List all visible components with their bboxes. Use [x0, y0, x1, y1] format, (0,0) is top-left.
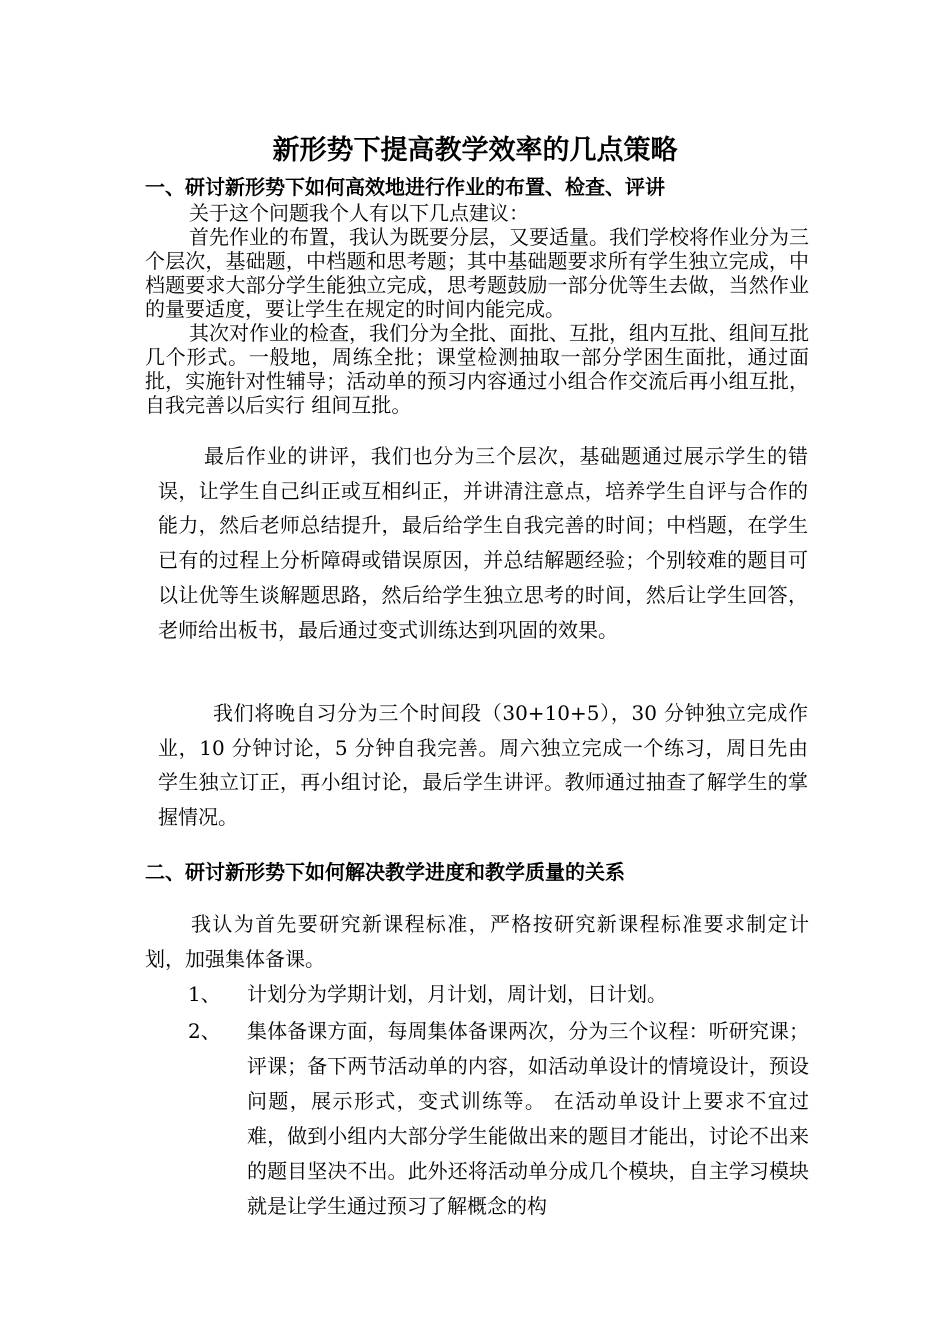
- paragraph-homework-review: 最后作业的讲评，我们也分为三个层次，基础题通过展示学生的错误，让学生自己纠正或互相纠正，并讲清注意点，培养学生自评与合作的能力，然后老师总结提升，最后给学生自我完善的时间；中档题，在学生已有的过程上分析障碍或错误原因，并总结解题经验；个别较难的题目可以让优等生谈解题思路，然后给学生独立思考的时间，然后让学生回答，老师给出板书，最后通过变式训练达到巩固的效果。: [158, 444, 808, 642]
- list-item-text: 集体备课方面，每周集体备课两次，分为三个议程：听研究课；评课；备下两节活动单的内容，如活动单设计的情境设计，预设问题，展示形式，变式训练等。 在活动单设计上要求不宜过难，做到小组内大部分学生能做出来的题目才能出，讨论不出来的题目坚决不出。此外还将活动单分成几个模块，自主学习模块就是让学生通过预习了解概念的构: [247, 1019, 809, 1218]
- paragraph-homework-checking: 其次对作业的检查，我们分为全批、面批、互批，组内互批、组间互批几个形式。一般地，周练全批；课堂检测抽取一部分学困生面批，通过面批，实施针对性辅导；活动单的预习内容通过小组合作交流后再小组互批，自我完善以后实行 组间互批。: [145, 321, 809, 417]
- list-item-number: 2、: [188, 1019, 221, 1043]
- page-title: 新形势下提高教学效率的几点策略: [272, 135, 678, 166]
- paragraph-homework-assignment: 首先作业的布置，我认为既要分层，又要适量。我们学校将作业分为三个层次，基础题，中档题和思考题；其中基础题要求所有学生独立完成，中档题要求大部分学生能独立完成，思考题鼓励一部分优等生去做，当然作业的量要适度，要让学生在规定的时间内能完成。: [145, 225, 809, 321]
- section1-intro: 关于这个问题我个人有以下几点建议：: [189, 201, 529, 225]
- section2-heading: 二、研讨新形势下如何解决教学进度和教学质量的关系: [145, 860, 625, 884]
- list-item-text: 计划分为学期计划，月计划，周计划，日计划。: [247, 982, 667, 1006]
- list-item-number: 1、: [188, 982, 221, 1006]
- section1-heading: 一、研讨新形势下如何高效地进行作业的布置、检查、评讲: [145, 175, 665, 199]
- paragraph-evening-study: 我们将晚自习分为三个时间段（30+10+5），30 分钟独立完成作业，10 分钟讨论，5 分钟自我完善。周六独立完成一个练习，周日先由学生独立订正，再小组讨论，最后学生讲评。教师通过抽查了解学生的掌握情况。: [158, 701, 808, 830]
- section2-intro: 我认为首先要研究新课程标准，严格按研究新课程标准要求制定计划，加强集体备课。: [145, 912, 809, 971]
